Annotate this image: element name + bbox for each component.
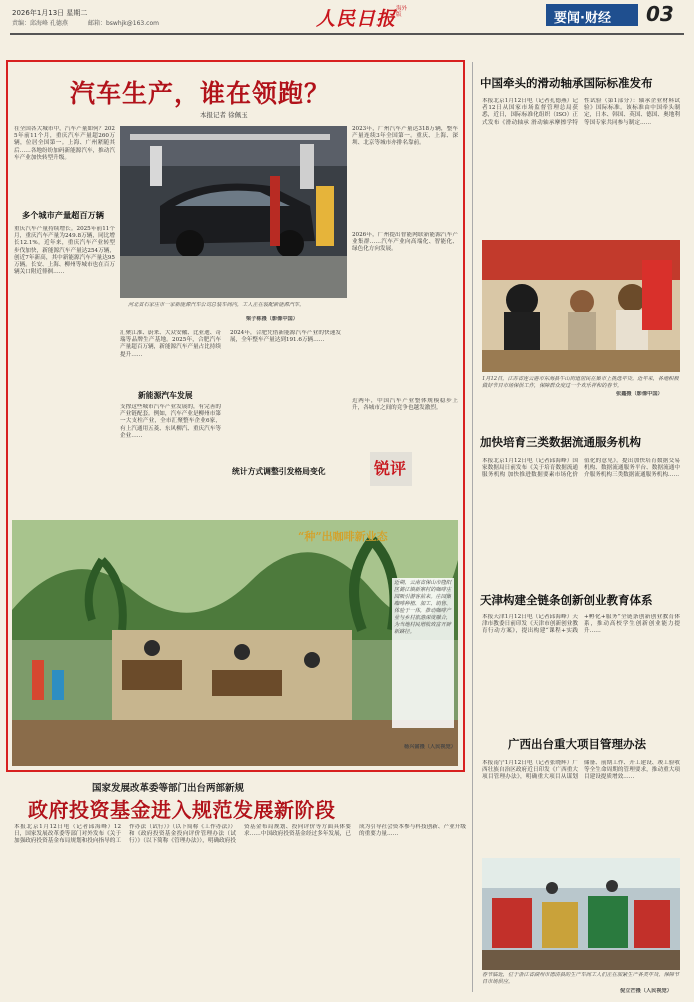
market-photo-caption: 1月12日，江苏省连云港市东海县牛山街道居民在集市上挑选年货。近年来，各地积极做好节日市场保供工作，保障群众度过一个欢乐祥和的春节。 — [482, 376, 679, 389]
section-name: 要闻·财经 — [554, 11, 611, 26]
lead-title: 汽车生产，谁在领跑？ — [70, 79, 331, 108]
workshop-photo-caption: 春节临近，位于浙江省湖州市德清县的生产车间工人们正在加紧生产各类年货，保障节日市场供应。 — [482, 972, 680, 985]
section-banner — [546, 4, 638, 26]
commentary-badge — [370, 452, 412, 486]
data-services-title: 加快培育三类数据流通服务机构 — [480, 435, 641, 449]
coffee-promo-credit: 杨兴富摄（人民视觉） — [404, 744, 456, 750]
coffee-promo-caption: 近期，云南省保山市隆阳区潞江镇新寨村的咖啡庄园吸引游客前来。庄园集咖啡种植、加工、销售、体验于一体，推动咖啡产业与乡村旅游深度融合，为当地村民增收致富开辟新路径。 — [392, 578, 454, 728]
lead-subhead-2: 新能源汽车发展 — [138, 391, 193, 400]
masthead-editors: 责编：邱海峰 孔德燕 — [12, 20, 68, 27]
newspaper-logo-sub: 海外版 — [396, 6, 408, 18]
lead-subhead-3: 统计方式调整引发格局变化 — [232, 467, 326, 476]
lead-para-4: 2024年，合肥凭借新能源汽车产业的快速发展，全年整车产量达到191.6万辆…… — [230, 330, 341, 344]
lead-para-1: 重庆汽车产量持续增长。2025年前11个月，重庆汽车产量为249.8万辆，同比增长12.1%。近年来，重庆汽车产业转型步伐加快，新能源汽车产量达254万辆，创近7年新高，其中新能源汽车产量达95万辆。长安、上海、柳州等城市也在百万辆关口附近徘徊…… — [14, 226, 115, 276]
commentary-badge-text: 锐评 — [374, 459, 407, 478]
lead-byline: 本报记者 徐佩玉 — [200, 111, 248, 119]
market-photo — [482, 240, 680, 372]
lead-para-5: 2026年，广州提出智能网联新能源汽车产业集群……汽车产业向高端化、智能化、绿色化方向发展。 — [352, 232, 458, 253]
masthead-rule — [10, 33, 684, 35]
factory-photo-caption: 河北省石家庄市一家新能源汽车公司总装车间内，工人正在装配新能源汽车。 — [128, 302, 305, 308]
coffee-promo-title: “种”出咖啡新业态 — [298, 530, 388, 543]
tianjin-education-title: 天津构建全链条创新创业教育体系 — [480, 593, 653, 607]
masthead-date: 2026年1月13日 星期二 — [12, 9, 88, 17]
lead-para-mid: 汇聚江淮、蔚来、大众安徽、比亚迪、奇瑞等品牌生产基地。2025年，合肥汽车产量超百万辆，新能源汽车产量占比持续提升…… — [120, 330, 221, 358]
lead-subhead-1: 多个城市产量超百万辆 — [22, 210, 104, 220]
factory-photo — [120, 126, 347, 298]
masthead-email: 邮箱：bswhjk@163.com — [88, 20, 159, 27]
lead-para-2: 支撑这些城市汽车产业发展的，有完善的产业链配套。例如，汽车产业是柳州市第一大支柱产业，全市汇聚整车企业6家，有上汽通用五菱、东风柳汽、重庆汽车等企业…… — [120, 404, 221, 439]
tianjin-education-body: 本报天津1月12日电（记者邱海峰）天津市教委日前印发《天津市创新创业教育行动方案》，提出构建“课程+实践+孵化+服务”全链条创新创业教育体系，推动高校学生创新创业能力提升…… — [482, 614, 680, 635]
bearing-standard-body: 本报北京1月12日电（记者孔德燕）记者12日从国家市场监督管理总局获悉，近日，国际标准化组织（ISO）正式发布《滑动轴承 滑动轴承摩擦学特性试验（第1部分）：轴承企业材料试验》国际标准。该标准由中国牵头制定，日本、韩国、英国、德国、奥地利等国专家共同参与制定…… — [482, 98, 680, 126]
lead-para-3: 2023年，广州汽车产量达318万辆，整车产量连续3年全国第一。重庆、上海、深圳、北京等城市亦排名靠前。 — [352, 126, 458, 147]
bottom-title: 政府投资基金进入规范发展新阶段 — [28, 798, 336, 822]
workshop-photo-credit: 倪立芒摄（人民视觉） — [620, 988, 672, 994]
column-divider — [472, 62, 473, 992]
masthead — [0, 0, 694, 44]
lead-para-6: 近两年，中国汽车产业整体规模稳步上升，各城市之间的竞争也越发激烈。 — [352, 398, 458, 412]
lead-intro: 在全国各大城市中，汽车产量如何？2025年前11个月，重庆汽车产量超260万辆，位居全国第一。上海、广州紧随其后……各地纷纷加码新能源汽车，推动汽车产业加快转型升级。 — [14, 126, 115, 161]
factory-photo-credit: 梁子栋摄（影像中国） — [246, 316, 298, 322]
bottom-kicker: 国家发展改革委等部门出台两部新规 — [92, 783, 245, 794]
page-number: 03 — [646, 2, 674, 26]
bottom-body: 本报北京1月12日电（记者邱海峰）12日，国家发展改革委等部门对外发布《关于加强政府投资基金布局规划和投向指导的工作办法（试行）》（以下简称《工作办法》）和《政府投资基金投向评价管理办法（试行）》（以下简称《管理办法》），明确政府投资基金布局规划、投向评价等方面具体要求……中国政府投资基金经过多年发展，已成为引导社会资本参与科技创新、产业升级的重要力量…… — [14, 824, 466, 845]
guangxi-projects-body: 本报南宁1月12日电（记者张晓辉）广西壮族自治区政府近日印发《广西重大项目管理办法》，明确重大项目从谋划储备、前期工作、开工建设、竣工验收等全生命周期的管理要求，推动重大项目建设提质增效…… — [482, 760, 680, 781]
market-photo-credit: 张鑫摄（影像中国） — [616, 391, 663, 397]
workshop-photo — [482, 858, 680, 970]
guangxi-projects-title: 广西出台重大项目管理办法 — [508, 737, 646, 751]
data-services-body: 本报北京1月12日电（记者邱海峰）国家数据局日前发布《关于培育数据流通服务机构 加快推进数据要素市场化价值化的意见》，提出加快培育数据交易机构、数据流通服务平台、数据流通中介服务机构三类数据流通服务机构…… — [482, 458, 680, 479]
bearing-standard-title: 中国牵头的滑动轴承国际标准发布 — [480, 76, 653, 90]
newspaper-logo: 人民日报 — [316, 8, 397, 30]
